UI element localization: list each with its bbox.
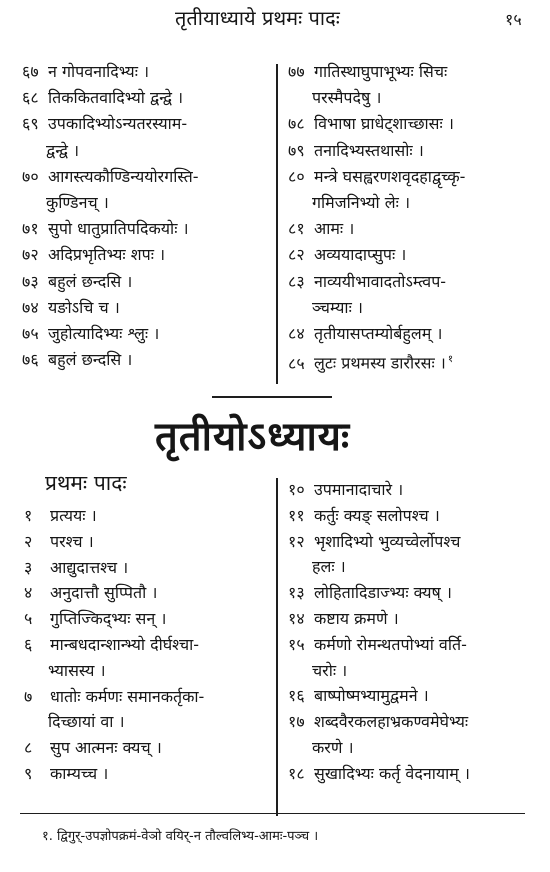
sutra-line bbox=[22, 324, 159, 344]
sutra-number: ९ bbox=[24, 764, 33, 783]
sutra-text: बहुलं छन्दसि । bbox=[48, 350, 133, 370]
sutra-number: ७० bbox=[22, 166, 39, 186]
sutra-text: विभाषा घ्राधेट्शाच्छासः । bbox=[314, 114, 454, 134]
sutra-continuation-line bbox=[312, 738, 354, 758]
sutra-line bbox=[288, 480, 403, 500]
sutra-number: ६८ bbox=[22, 88, 39, 108]
sutra-number: १२ bbox=[288, 531, 305, 551]
sutra-number: ७६ bbox=[22, 350, 39, 370]
sutra-text: तृतीयासप्तम्योर्बहुलम् । bbox=[314, 324, 443, 343]
sutra-line bbox=[288, 167, 465, 187]
sutra-text: अव्ययादाप्सुपः । bbox=[314, 245, 407, 265]
sutra-text: आद्युदात्तश्च । bbox=[50, 557, 129, 577]
sutra-number: १३ bbox=[288, 583, 305, 603]
sutra-text: ञ्चम्याः । bbox=[312, 297, 363, 317]
sutra-line bbox=[288, 62, 447, 82]
sutra-number: ७८ bbox=[288, 114, 305, 134]
sutra-line bbox=[288, 219, 354, 239]
sutra-line bbox=[288, 506, 440, 526]
sutra-number: ८१ bbox=[288, 219, 305, 239]
column-divider-bottom bbox=[276, 478, 278, 816]
sutra-line bbox=[22, 219, 189, 239]
sutra-line bbox=[288, 686, 429, 706]
sutra-continuation-line bbox=[48, 712, 125, 732]
sutra-line bbox=[288, 141, 424, 161]
sutra-number: ७ bbox=[24, 686, 33, 706]
sutra-line bbox=[288, 245, 406, 265]
sutra-text: काम्यच्च । bbox=[50, 764, 109, 783]
sutra-continuation-line bbox=[312, 88, 381, 108]
sutra-text: नाव्ययीभावादतोऽम्त्वप- bbox=[314, 271, 447, 291]
sutra-line bbox=[22, 245, 165, 265]
sutra-number: ८ bbox=[24, 738, 33, 758]
sutra-number: ७१ bbox=[22, 219, 39, 239]
sutra-number: १७ bbox=[288, 712, 305, 732]
sutra-text: परश्च । bbox=[50, 531, 94, 551]
footnote-reference-mark: १ bbox=[447, 354, 454, 366]
sutra-number: ३ bbox=[24, 557, 33, 577]
sutra-line bbox=[24, 506, 97, 526]
sutra-number: ११ bbox=[288, 505, 305, 525]
sutra-line bbox=[288, 272, 446, 292]
sutra-text: चरोः । bbox=[312, 660, 348, 680]
sutra-number: १० bbox=[288, 480, 305, 499]
sutra-text: कुण्डिनच् । bbox=[46, 193, 109, 212]
sutra-text: तिककितवादिभ्यो द्वन्द्वे । bbox=[48, 88, 184, 108]
sutra-text: लुटः प्रथमस्य डारौरसः । bbox=[314, 353, 446, 373]
chapter-title: तृतीयोऽध्यायः bbox=[155, 414, 351, 460]
sutra-line bbox=[24, 609, 166, 629]
sutra-continuation-line bbox=[312, 298, 363, 318]
sutra-number: ६ bbox=[24, 635, 33, 654]
sutra-text: आगस्त्यकौण्डिन्ययोरगस्ति- bbox=[48, 166, 199, 186]
sutra-text: मन्त्रे घसह्वरणशवृदहाद्वृच्कृ- bbox=[314, 166, 466, 186]
sutra-text: लोहितादिडाज्भ्यः क्यष् । bbox=[314, 583, 452, 603]
sutra-number: १ bbox=[24, 506, 33, 525]
sutra-text: उपमानादाचारे । bbox=[314, 480, 404, 499]
sutra-number: ८५ bbox=[288, 353, 305, 373]
sutra-line bbox=[22, 62, 149, 82]
sutra-line bbox=[288, 635, 467, 655]
sutra-text: भृशादिभ्यो भुव्यच्वेर्लोपश्च bbox=[314, 531, 461, 551]
sutra-text: अदिप्रभृतिभ्यः शपः । bbox=[48, 245, 166, 265]
sutra-line bbox=[22, 350, 132, 370]
sutra-line bbox=[288, 350, 453, 373]
sutra-text: आमः । bbox=[314, 219, 355, 239]
sutra-line bbox=[288, 609, 399, 629]
sutra-text: सुपो धातुप्रातिपदिकयोः । bbox=[48, 219, 189, 239]
sutra-continuation-line bbox=[46, 141, 79, 161]
sutra-number: ६९ bbox=[22, 114, 39, 134]
sutra-number: ८३ bbox=[288, 271, 305, 291]
sutra-line bbox=[24, 764, 108, 784]
sutra-continuation-line bbox=[312, 661, 347, 681]
sutra-number: १५ bbox=[288, 634, 305, 654]
sutra-line bbox=[24, 532, 94, 552]
chapter-rule bbox=[212, 396, 332, 398]
sutra-text: सुखादिभ्यः कर्तृ वेदनायाम् । bbox=[314, 763, 470, 783]
sutra-line bbox=[22, 114, 187, 134]
sutra-text: यङोऽचि च । bbox=[48, 297, 120, 317]
sutra-line bbox=[288, 764, 470, 784]
sutra-continuation-line bbox=[46, 193, 109, 213]
sutra-text: भ्यासस्य । bbox=[48, 660, 106, 680]
sutra-text: परस्मैपदेषु । bbox=[312, 88, 382, 108]
sutra-line bbox=[288, 532, 460, 552]
footnote: १. द्विगुर्-उपज्ञोपक्रमं-वेञो वयिर्-न तौल्वलिभ्य-आमः-पञ्च । bbox=[42, 829, 319, 844]
sutra-number: ७३ bbox=[22, 271, 39, 291]
sutra-text: द्वन्द्वे । bbox=[46, 140, 80, 160]
sutra-line bbox=[288, 324, 443, 344]
sutra-text: कष्टाय क्रमणे । bbox=[314, 609, 399, 628]
sutra-line bbox=[24, 635, 199, 655]
section-title: प्रथमः पादः bbox=[45, 471, 127, 495]
sutra-text: तनादिभ्यस्तथासोः । bbox=[314, 140, 424, 160]
sutra-continuation-line bbox=[312, 193, 410, 213]
sutra-text: हलः । bbox=[312, 557, 346, 577]
sutra-text: कर्तुः क्यङ् सलोपश्च । bbox=[314, 505, 440, 525]
sutra-continuation-line bbox=[312, 557, 346, 577]
sutra-text: गमिजनिभ्यो लेः । bbox=[312, 193, 411, 212]
sutra-text: न गोपवनादिभ्यः । bbox=[48, 62, 150, 81]
footnote-rule bbox=[20, 813, 525, 814]
sutra-continuation-line bbox=[48, 661, 106, 681]
sutra-text: मान्बधदान्शान्भ्यो दीर्घश्चा- bbox=[50, 635, 200, 654]
sutra-text: बहुलं छन्दसि । bbox=[48, 271, 133, 291]
page-number: १५ bbox=[505, 10, 522, 29]
sutra-text: कर्मणो रोमन्थतपोभ्यां वर्ति- bbox=[314, 634, 467, 654]
sutra-number: ८० bbox=[288, 166, 305, 186]
sutra-text: उपकादिभ्योऽन्यतरस्याम- bbox=[48, 114, 188, 134]
sutra-line bbox=[288, 712, 468, 732]
sutra-number: ७९ bbox=[288, 140, 305, 160]
sutra-text: अनुदात्तौ सुप्पितौ । bbox=[50, 583, 158, 603]
sutra-text: करणे । bbox=[312, 738, 354, 757]
sutra-line bbox=[24, 583, 157, 603]
sutra-text: प्रत्ययः । bbox=[50, 506, 97, 525]
sutra-number: ७२ bbox=[22, 245, 39, 265]
sutra-number: ७४ bbox=[22, 297, 39, 317]
sutra-number: ८२ bbox=[288, 245, 305, 265]
sutra-number: ६७ bbox=[22, 62, 39, 81]
sutra-number: १८ bbox=[288, 763, 305, 783]
sutra-number: २ bbox=[24, 531, 33, 551]
sutra-text: शब्दवैरकलहाभ्रकण्वमेघेभ्यः bbox=[314, 712, 469, 732]
sutra-line bbox=[24, 558, 128, 578]
sutra-line bbox=[288, 114, 454, 134]
sutra-number: १४ bbox=[288, 609, 305, 628]
sutra-text: बाष्पोष्मभ्यामुद्वमने । bbox=[314, 686, 429, 706]
sutra-line bbox=[22, 167, 198, 187]
sutra-number: ७५ bbox=[22, 324, 39, 343]
sutra-line bbox=[24, 738, 162, 758]
sutra-number: ७७ bbox=[288, 62, 305, 81]
sutra-text: गुप्तिज्किद्भ्यः सन् । bbox=[50, 609, 167, 629]
sutra-text: दिच्छायां वा । bbox=[48, 712, 125, 732]
sutra-line bbox=[22, 88, 183, 108]
sutra-number: ४ bbox=[24, 583, 33, 603]
sutra-number: ८४ bbox=[288, 324, 305, 343]
sutra-line bbox=[22, 272, 132, 292]
sutra-text: धातोः कर्मणः समानकर्तृका- bbox=[50, 686, 205, 706]
sutra-text: सुप आत्मनः क्यच् । bbox=[50, 738, 162, 758]
sutra-number: ५ bbox=[24, 609, 33, 629]
sutra-line bbox=[24, 687, 204, 707]
sutra-line bbox=[22, 298, 120, 318]
running-title: तृतीयाध्याये प्रथमः पादः bbox=[175, 6, 340, 30]
sutra-text: गातिस्थाघुपाभूभ्यः सिचः bbox=[314, 62, 448, 81]
sutra-text: जुहोत्यादिभ्यः श्लुः । bbox=[48, 324, 160, 343]
sutra-number: १६ bbox=[288, 686, 305, 706]
sutra-line bbox=[288, 583, 452, 603]
column-divider-top bbox=[276, 64, 278, 384]
